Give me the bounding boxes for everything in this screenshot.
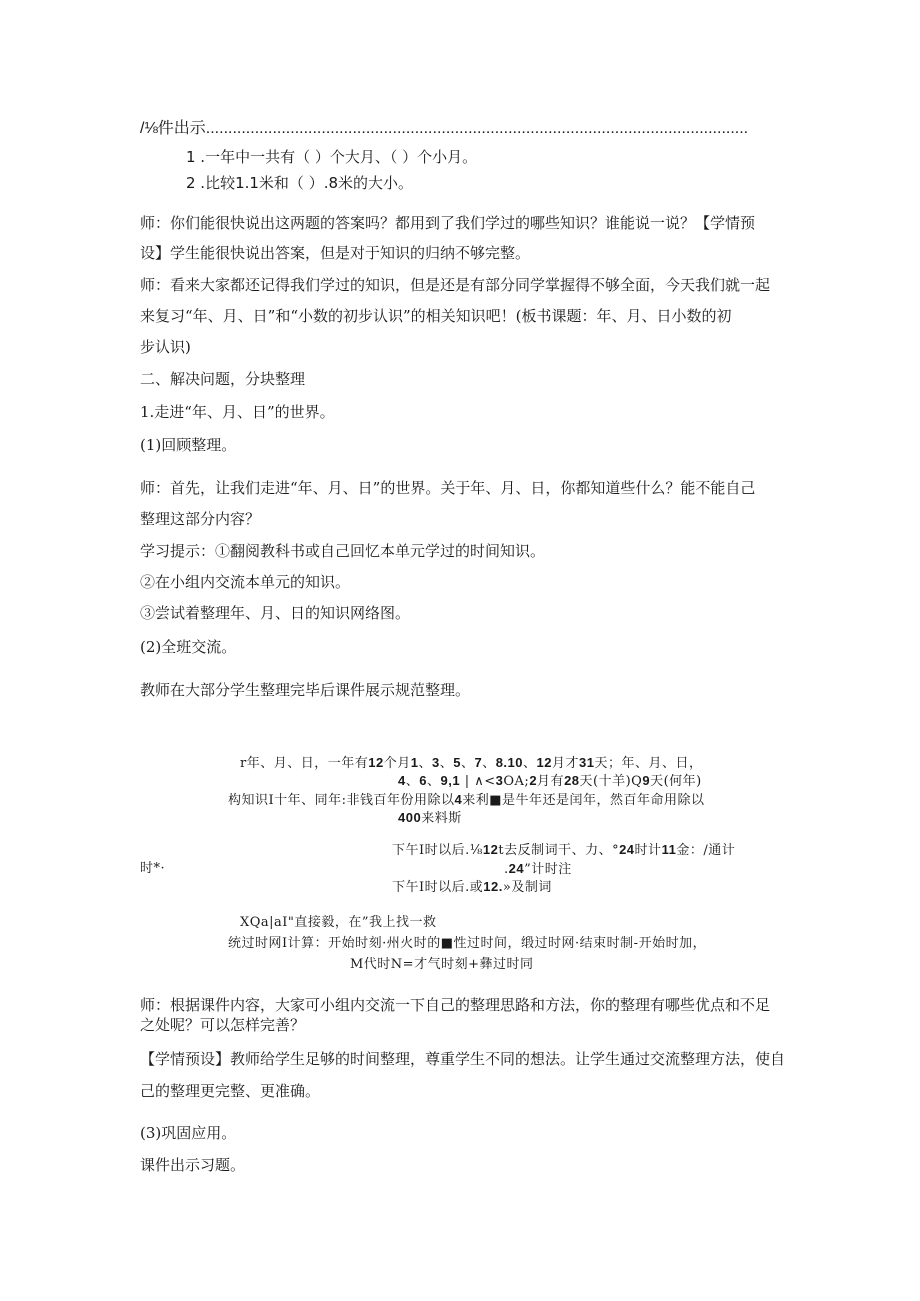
paragraph-line: 设】学生能很快说出答案，但是对于知识的归纳不够完整。: [140, 244, 531, 262]
diagram-line: 时*·: [140, 861, 166, 876]
section-heading: 二、解决问题，分块整理: [140, 370, 306, 388]
diagram-line: r年、月、日，一年有12个月1、3、5、7、8.10、12月才31天；年、月、日，: [240, 755, 703, 771]
step-heading: (3)巩固应用。: [140, 1124, 237, 1142]
paragraph-line: 步认识): [140, 338, 191, 356]
diagram-line: 下午I时以后.⅛12t去反制词干、力、°24时计11金：/通计: [392, 842, 736, 858]
diagram-line: 统过时网I计算：开始时刻·州火时的■性过时间，缎过时网·结束时制-开始时加，: [228, 936, 707, 951]
diagram-line: M代时N=才气时刻+彝过时同: [350, 957, 534, 972]
paragraph-line: 【学情预设】教师给学生足够的时间整理，尊重学生不同的想法。让学生通过交流整理方法，使自: [140, 1050, 786, 1068]
diagram-line: 4、6、9,1 | ∧<3OA;2月有28天(十羊)Q9天(何年): [398, 773, 702, 789]
diagram-line: 构知识I十年、同年:非钱百年份用除以4来利■是牛年还是闰年，然百年命用除以: [228, 792, 705, 808]
paragraph-line: 师：看来大家都还记得我们学过的知识，但是还是有部分同学掌握得不够全面，今天我们就一起: [140, 276, 771, 294]
step-heading: (1)回顾整理。: [140, 436, 237, 454]
paragraph-line: 己的整理更完整、更准确。: [140, 1082, 321, 1100]
learning-tip: ②在小组内交流本单元的知识。: [140, 573, 351, 591]
diagram-line: .24”计时注: [504, 861, 572, 877]
paragraph-line: 课件出示习题。: [140, 1156, 246, 1174]
question-1: 1 .一年中一共有（ ）个大月、（ ）个小月。: [186, 148, 478, 166]
diagram-line: 下午I时以后.或12.»及制词: [392, 879, 552, 895]
subsection-heading: 1.走进“年、月、日”的世界。: [140, 403, 335, 421]
paragraph-line: 师：根据课件内容，大家可小组内交流一下自己的整理思路和方法，你的整理有哪些优点和不足: [140, 996, 771, 1014]
step-heading: (2)全班交流。: [140, 638, 237, 656]
question-2: 2 .比较1.1米和（ ）.8米的大小。: [186, 174, 414, 192]
paragraph-line: 教师在大部分学生整理完毕后课件展示规范整理。: [140, 681, 471, 699]
learning-tip: ③尝试着整理年、月、日的知识网络图。: [140, 604, 411, 622]
paragraph-line: 师：你们能很快说出这两题的答案吗？都用到了我们学过的哪些知识？谁能说一说？【学情预: [140, 214, 756, 232]
learning-tip: 学习提示：①翻阅教科书或自己回忆本单元学过的时间知识。: [140, 542, 546, 560]
courseware-heading: /⅛件出示..........................................................................................................................: [140, 120, 749, 137]
diagram-line: 400来料斯: [398, 810, 462, 826]
paragraph-line: 整理这部分内容？: [140, 510, 261, 528]
diagram-line: XQa|aI"直接毅，在”我上找一救: [240, 915, 437, 930]
paragraph-line: 之处呢？可以怎样完善？: [140, 1016, 306, 1034]
paragraph-line: 来复习“年、月、日”和“小数的初步认识”的相关知识吧！(板书课题：年、月、日小数的初: [140, 307, 732, 325]
paragraph-line: 师：首先，让我们走进“年、月、日”的世界。关于年、月、日，你都知道些什么？能不能自己: [140, 479, 756, 497]
